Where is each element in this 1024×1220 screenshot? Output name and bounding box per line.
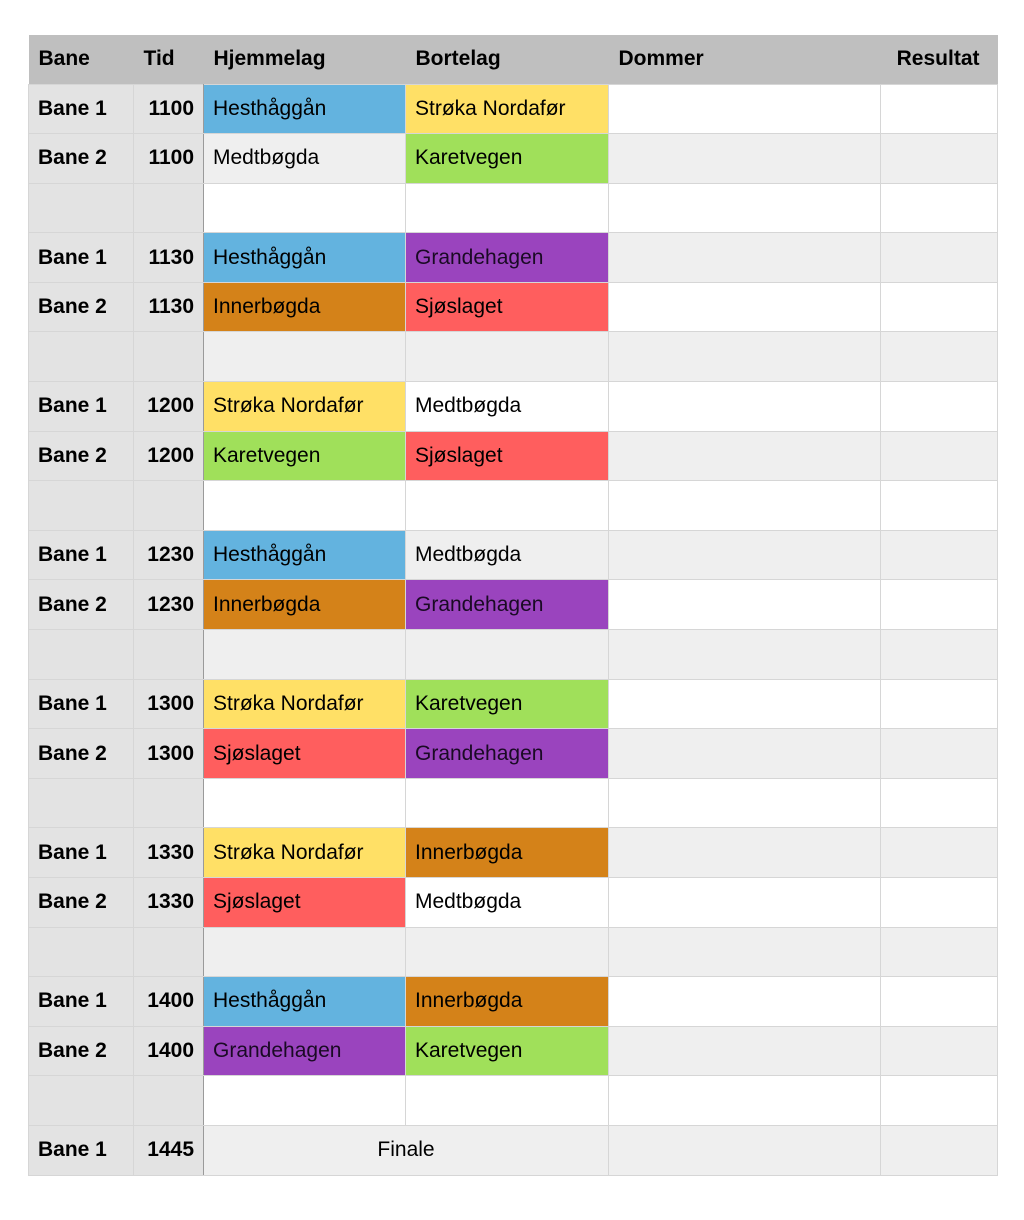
tid-cell[interactable]: 1130 — [134, 282, 204, 332]
header-tid: Tid — [134, 35, 204, 84]
bane-cell[interactable] — [29, 332, 134, 382]
home-team-cell[interactable]: Hesthåggån — [204, 84, 406, 134]
resultat-cell[interactable] — [881, 1026, 998, 1076]
home-team-cell[interactable] — [204, 1076, 406, 1126]
dommer-cell[interactable] — [609, 977, 881, 1027]
resultat-cell[interactable] — [881, 233, 998, 283]
tid-cell[interactable] — [134, 630, 204, 680]
header-dommer: Dommer — [609, 35, 881, 84]
resultat-cell[interactable] — [881, 580, 998, 630]
header-bortelag: Bortelag — [406, 35, 609, 84]
dommer-cell[interactable] — [609, 679, 881, 729]
resultat-cell[interactable] — [881, 183, 998, 233]
table-row — [29, 332, 998, 382]
table-row — [29, 729, 998, 779]
dommer-cell[interactable] — [609, 282, 881, 332]
away-team-cell[interactable]: Medtbøgda — [406, 530, 609, 580]
bane-cell[interactable]: Bane 1 — [29, 977, 134, 1027]
bane-cell[interactable] — [29, 183, 134, 233]
dommer-cell[interactable] — [609, 134, 881, 184]
tid-cell[interactable]: 1445 — [134, 1125, 204, 1175]
bane-cell[interactable]: Bane 2 — [29, 580, 134, 630]
resultat-cell[interactable] — [881, 977, 998, 1027]
resultat-cell[interactable] — [881, 134, 998, 184]
table-row — [29, 282, 998, 332]
home-team-cell[interactable]: Strøka Nordafør — [204, 679, 406, 729]
away-team-cell[interactable]: Sjøslaget — [406, 431, 609, 481]
table-row — [29, 233, 998, 283]
tid-cell[interactable]: 1230 — [134, 530, 204, 580]
away-team-cell[interactable] — [406, 778, 609, 828]
resultat-cell[interactable] — [881, 679, 998, 729]
away-team-cell[interactable] — [406, 481, 609, 531]
tid-cell[interactable] — [134, 183, 204, 233]
tid-cell[interactable] — [134, 1076, 204, 1126]
header-resultat: Resultat — [881, 35, 998, 84]
dommer-cell[interactable] — [609, 431, 881, 481]
home-team-cell[interactable] — [204, 481, 406, 531]
home-team-cell[interactable]: Medtbøgda — [204, 134, 406, 184]
table-row — [29, 1026, 998, 1076]
dommer-cell[interactable] — [609, 580, 881, 630]
away-team-cell[interactable]: Medtbøgda — [406, 878, 609, 928]
table-row — [29, 481, 998, 531]
tid-cell[interactable]: 1200 — [134, 431, 204, 481]
resultat-cell[interactable] — [881, 431, 998, 481]
table-row — [29, 679, 998, 729]
tid-cell[interactable]: 1100 — [134, 84, 204, 134]
resultat-cell[interactable] — [881, 84, 998, 134]
away-team-cell[interactable]: Karetvegen — [406, 1026, 609, 1076]
tid-cell[interactable] — [134, 481, 204, 531]
header-bane: Bane — [29, 35, 134, 84]
header-row — [29, 35, 998, 84]
resultat-cell[interactable] — [881, 332, 998, 382]
bane-cell[interactable]: Bane 1 — [29, 233, 134, 283]
away-team-cell[interactable] — [406, 183, 609, 233]
tid-cell[interactable]: 1230 — [134, 580, 204, 630]
table-row — [29, 183, 998, 233]
home-team-cell[interactable] — [204, 927, 406, 977]
bane-cell[interactable]: Bane 1 — [29, 382, 134, 432]
home-team-cell[interactable]: Sjøslaget — [204, 878, 406, 928]
resultat-cell[interactable] — [881, 1076, 998, 1126]
tid-cell[interactable]: 1330 — [134, 878, 204, 928]
tid-cell[interactable] — [134, 332, 204, 382]
resultat-cell[interactable] — [881, 778, 998, 828]
dommer-cell[interactable] — [609, 382, 881, 432]
tid-cell[interactable]: 1400 — [134, 977, 204, 1027]
dommer-cell[interactable] — [609, 481, 881, 531]
dommer-cell[interactable] — [609, 828, 881, 878]
bane-cell[interactable]: Bane 2 — [29, 878, 134, 928]
away-team-cell[interactable]: Grandehagen — [406, 233, 609, 283]
table-row — [29, 84, 998, 134]
away-team-cell[interactable]: Karetvegen — [406, 679, 609, 729]
table-row — [29, 828, 998, 878]
resultat-cell[interactable] — [881, 282, 998, 332]
home-team-cell[interactable]: Strøka Nordafør — [204, 828, 406, 878]
match-schedule-table — [28, 35, 998, 1176]
away-team-cell[interactable]: Innerbøgda — [406, 828, 609, 878]
bane-cell[interactable]: Bane 1 — [29, 84, 134, 134]
bane-cell[interactable]: Bane 2 — [29, 282, 134, 332]
finale-cell[interactable]: Finale — [204, 1125, 609, 1175]
resultat-cell[interactable] — [881, 382, 998, 432]
dommer-cell[interactable] — [609, 927, 881, 977]
bane-cell[interactable]: Bane 1 — [29, 828, 134, 878]
tid-cell[interactable] — [134, 927, 204, 977]
table-row — [29, 878, 998, 928]
table-row — [29, 530, 998, 580]
home-team-cell[interactable]: Hesthåggån — [204, 233, 406, 283]
away-team-cell[interactable]: Karetvegen — [406, 134, 609, 184]
home-team-cell[interactable] — [204, 778, 406, 828]
tid-cell[interactable]: 1300 — [134, 729, 204, 779]
dommer-cell[interactable] — [609, 778, 881, 828]
dommer-cell[interactable] — [609, 233, 881, 283]
away-team-cell[interactable] — [406, 332, 609, 382]
table-row — [29, 431, 998, 481]
tid-cell[interactable]: 1130 — [134, 233, 204, 283]
home-team-cell[interactable]: Karetvegen — [204, 431, 406, 481]
tid-cell[interactable]: 1330 — [134, 828, 204, 878]
resultat-cell[interactable] — [881, 530, 998, 580]
bane-cell[interactable] — [29, 778, 134, 828]
tid-cell[interactable]: 1100 — [134, 134, 204, 184]
dommer-cell[interactable] — [609, 630, 881, 680]
resultat-cell[interactable] — [881, 1125, 998, 1175]
dommer-cell[interactable] — [609, 878, 881, 928]
away-team-cell[interactable] — [406, 630, 609, 680]
tid-cell[interactable] — [134, 778, 204, 828]
home-team-cell[interactable]: Innerbøgda — [204, 282, 406, 332]
resultat-cell[interactable] — [881, 878, 998, 928]
away-team-cell[interactable]: Grandehagen — [406, 729, 609, 779]
away-team-cell[interactable]: Sjøslaget — [406, 282, 609, 332]
dommer-cell[interactable] — [609, 1076, 881, 1126]
home-team-cell[interactable] — [204, 630, 406, 680]
table-row — [29, 1076, 998, 1126]
bane-cell[interactable]: Bane 2 — [29, 431, 134, 481]
dommer-cell[interactable] — [609, 1026, 881, 1076]
table-row — [29, 1125, 998, 1175]
table-row — [29, 630, 998, 680]
home-team-cell[interactable]: Innerbøgda — [204, 580, 406, 630]
bane-cell[interactable] — [29, 1076, 134, 1126]
bane-cell[interactable]: Bane 2 — [29, 1026, 134, 1076]
tid-cell[interactable]: 1300 — [134, 679, 204, 729]
away-team-cell[interactable]: Grandehagen — [406, 580, 609, 630]
dommer-cell[interactable] — [609, 183, 881, 233]
home-team-cell[interactable]: Grandehagen — [204, 1026, 406, 1076]
home-team-cell[interactable] — [204, 183, 406, 233]
bane-cell[interactable]: Bane 2 — [29, 729, 134, 779]
resultat-cell[interactable] — [881, 481, 998, 531]
tid-cell[interactable]: 1400 — [134, 1026, 204, 1076]
bane-cell[interactable]: Bane 2 — [29, 134, 134, 184]
resultat-cell[interactable] — [881, 630, 998, 680]
bane-cell[interactable] — [29, 630, 134, 680]
table-row — [29, 778, 998, 828]
bane-cell[interactable]: Bane 1 — [29, 1125, 134, 1175]
bane-cell[interactable]: Bane 1 — [29, 679, 134, 729]
bane-cell[interactable] — [29, 927, 134, 977]
home-team-cell[interactable]: Hesthåggån — [204, 530, 406, 580]
header-hjemmelag: Hjemmelag — [204, 35, 406, 84]
home-team-cell[interactable]: Sjøslaget — [204, 729, 406, 779]
table-header — [29, 35, 998, 84]
away-team-cell[interactable] — [406, 927, 609, 977]
away-team-cell[interactable] — [406, 1076, 609, 1126]
table-row — [29, 382, 998, 432]
dommer-cell[interactable] — [609, 84, 881, 134]
home-team-cell[interactable]: Strøka Nordafør — [204, 382, 406, 432]
table-row — [29, 580, 998, 630]
resultat-cell[interactable] — [881, 828, 998, 878]
away-team-cell[interactable]: Strøka Nordafør — [406, 84, 609, 134]
bane-cell[interactable]: Bane 1 — [29, 530, 134, 580]
table-row — [29, 927, 998, 977]
table-row — [29, 977, 998, 1027]
away-team-cell[interactable]: Innerbøgda — [406, 977, 609, 1027]
tid-cell[interactable]: 1200 — [134, 382, 204, 432]
dommer-cell[interactable] — [609, 729, 881, 779]
away-team-cell[interactable]: Medtbøgda — [406, 382, 609, 432]
home-team-cell[interactable]: Hesthåggån — [204, 977, 406, 1027]
table-row — [29, 134, 998, 184]
dommer-cell[interactable] — [609, 332, 881, 382]
home-team-cell[interactable] — [204, 332, 406, 382]
dommer-cell[interactable] — [609, 1125, 881, 1175]
bane-cell[interactable] — [29, 481, 134, 531]
resultat-cell[interactable] — [881, 729, 998, 779]
dommer-cell[interactable] — [609, 530, 881, 580]
table-body — [29, 84, 998, 1175]
resultat-cell[interactable] — [881, 927, 998, 977]
